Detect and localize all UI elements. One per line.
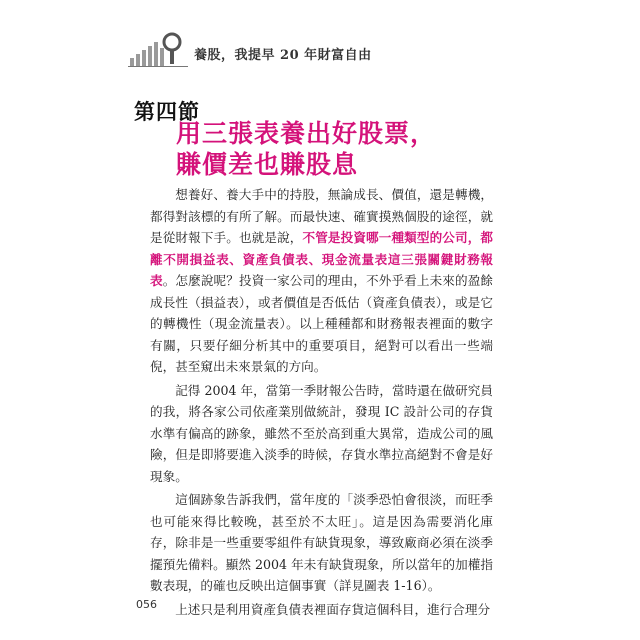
- paragraph-2: 記得 2004 年，當第一季財報公告時，當時還在做研究員的我，將各家公司依產業別做統計，發現 IC 設計公司的存貨水準有偏高的跡象，雖然不至於高到重大異常，造成公司的風險，但是即將要進入淡季的時候，存貨水準拉高絕對不會是好現象。: [150, 382, 493, 484]
- highlighted-text: 不管是投資哪一種類型的公司，都離不開損益表、資產負債表、現金流量表這三張關鍵財務報表: [150, 230, 494, 288]
- chapter-title: [176, 118, 436, 180]
- paragraph-1-intro: 想養好、養大手中的持股，無論成長、價值，還是轉機，都得對該標的有所了解。而最快速、確實摸熟個股的途徑，就是從財報下手。也就是說，: [150, 187, 493, 245]
- chapter-title-line-1: 用三張表養出好股票，: [176, 119, 437, 148]
- section-label: 第四節: [134, 99, 200, 124]
- page-number: 056: [136, 598, 157, 611]
- paragraph-3: 這個跡象告訴我們，當年度的「淡季恐怕會很淡，而旺季也可能來得比較晚，甚至於不太旺」。這是因為需要消化庫存，除非是一些重要零組件有缺貨現象，導致廠商必須在淡季擺預先備料。顯然 2004 年未有缺貨現象，所以當年的加權指數表現，的確也反映出這個事實（詳見圖表 1-16）。: [150, 492, 493, 593]
- body-text: [150, 184, 493, 620]
- chapter-title-line-2: 賺價差也賺股息: [176, 150, 359, 179]
- page-header: [128, 28, 428, 68]
- magnifier-bar-chart-logo-icon: [128, 28, 188, 68]
- paragraph-1-rest: 。怎麼說呢？投資一家公司的理由，不外乎看上未來的盈餘成長性（損益表），或者價值是否低估（資產負債表），或是它的轉機性（現金流量表）。以上種種都和財務報表裡面的數字有關，只要仔細分析其中的重要項目，絕對可以看出一些端倪，甚至窺出未來景氣的方向。: [150, 273, 494, 374]
- paragraph-4: 上述只是利用資產負債表裡面存貨這個科目，進行合理分: [175, 601, 491, 617]
- running-title: 養股，我提早 20 年財富自由: [194, 48, 372, 63]
- paragraph-1: [150, 184, 493, 378]
